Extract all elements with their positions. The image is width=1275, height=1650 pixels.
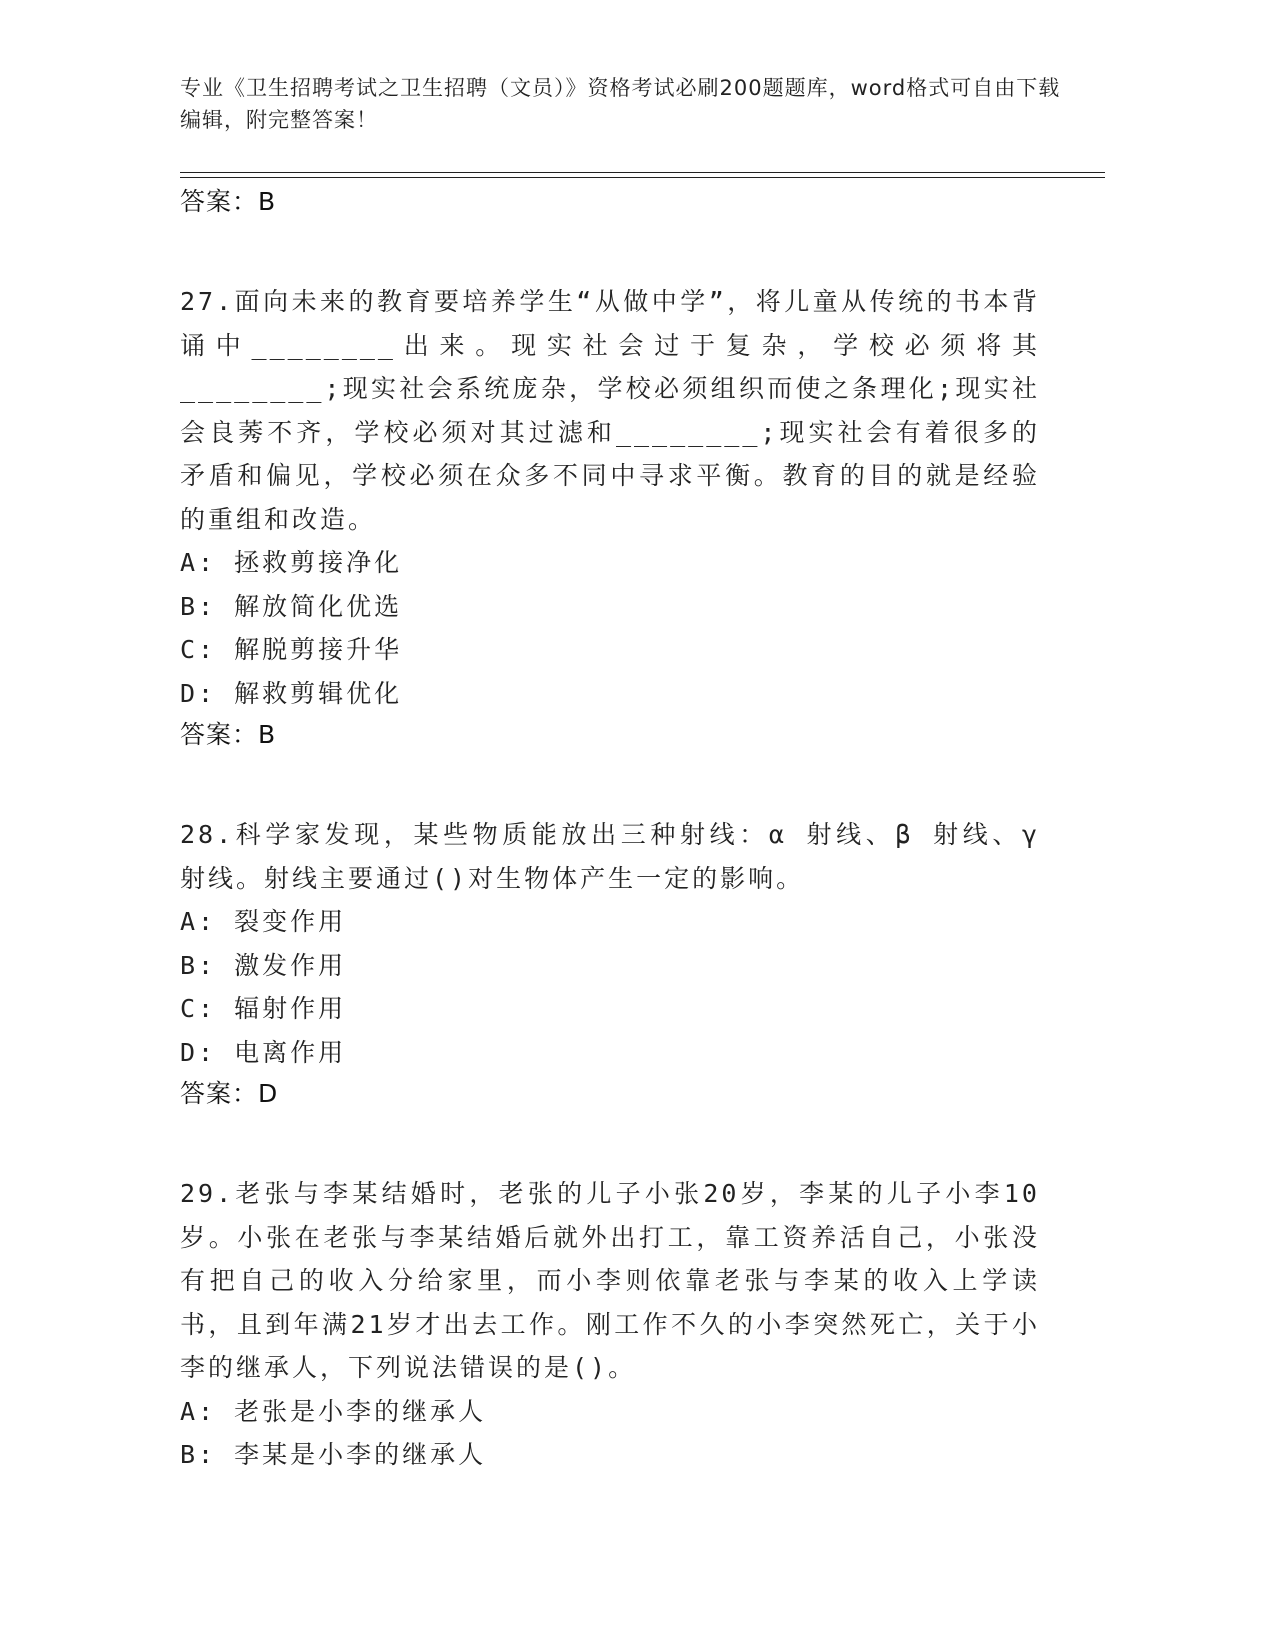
question-text: 28.科学家发现，某些物质能放出三种射线：α 射线、β 射线、γ 射线。射线主要通过()对生物体产生一定的影响。 bbox=[180, 820, 1040, 893]
option-c: C: 辐射作用 bbox=[180, 994, 347, 1023]
question-spacer bbox=[180, 222, 1040, 280]
question-text: 29.老张与李某结婚时，老张的儿子小张20岁，李某的儿子小李10岁。小张在老张与李某结婚后就外出打工，靠工资养活自己，小张没有把自己的收入分给家里，而小李则依靠老张与李某的收入上学读书，且到年满21岁才出去工作。刚工作不久的小李突然死亡，关于小李的继承人，下列说法错误的是()。 bbox=[180, 1179, 1040, 1382]
option-d: D: 解救剪辑优化 bbox=[180, 678, 403, 708]
header-rule-bottom bbox=[180, 177, 1105, 178]
question-block bbox=[180, 813, 1040, 1114]
option-a: A: 裂变作用 bbox=[180, 907, 347, 936]
document-header: 专业《卫生招聘考试之卫生招聘（文员）》资格考试必刷200题题库，word格式可自由下载编辑，附完整答案！ bbox=[180, 76, 1061, 132]
option-b: B: 解放简化优选 bbox=[180, 591, 403, 621]
answer-line: 答案：B bbox=[180, 187, 277, 216]
answer-line: 答案：B bbox=[180, 720, 277, 749]
option-d: D: 电离作用 bbox=[180, 1037, 347, 1067]
option-b: B: 激发作用 bbox=[180, 950, 347, 980]
question-block bbox=[180, 280, 1040, 755]
option-c: C: 解脱剪接升华 bbox=[180, 635, 403, 664]
header-rule-top bbox=[180, 172, 1105, 173]
option-a: A: 老张是小李的继承人 bbox=[180, 1396, 487, 1426]
answer-line: 答案：D bbox=[180, 1079, 279, 1108]
question-spacer bbox=[180, 755, 1040, 813]
option-a: A: 拯救剪接净化 bbox=[180, 548, 403, 577]
question-spacer bbox=[180, 1114, 1040, 1172]
question-list bbox=[180, 182, 1040, 1477]
question-text: 27.面向未来的教育要培养学生“从做中学”，将儿童从传统的书本背诵中________出来。现实社会过于复杂，学校必须将其________;现实社会系统庞杂，学校必须组织而使之条理化;现实社会良莠不齐，学校必须对其过滤和________;现实社会有着很多的矛盾和偏见，学校必须在众多不同中寻求平衡。教育的目的就是经验的重组和改造。 bbox=[180, 287, 1040, 534]
option-b: B: 李某是小李的继承人 bbox=[180, 1440, 487, 1469]
question-block bbox=[180, 1172, 1040, 1477]
